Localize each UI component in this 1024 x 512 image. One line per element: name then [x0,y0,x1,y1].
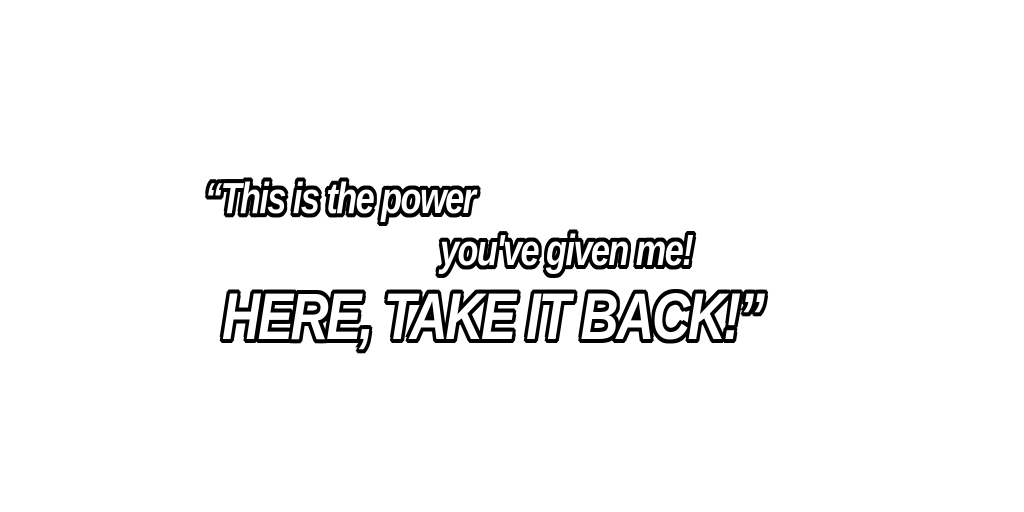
quote-line-1: “This is the power [205,174,475,223]
quote-line-3: HERE, TAKE IT BACK!” [222,279,763,353]
quote-line-2: you've given me! [440,226,693,275]
